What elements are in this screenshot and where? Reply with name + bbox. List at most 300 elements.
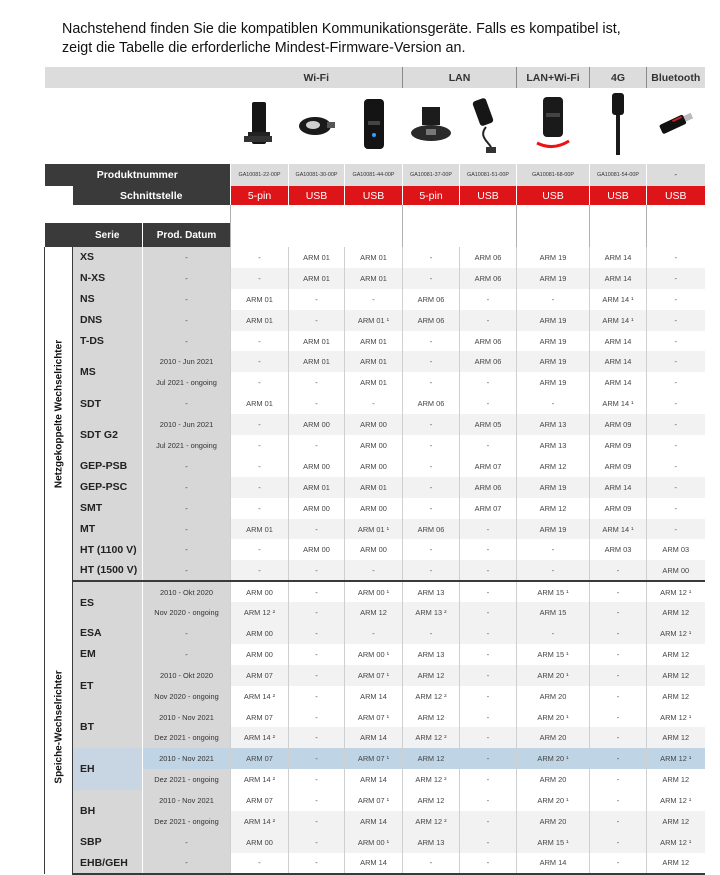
series-name: ET: [73, 665, 143, 707]
firmware-cell: ARM 19: [517, 519, 590, 540]
firmware-cell: -: [590, 707, 647, 728]
firmware-cell: -: [289, 623, 345, 644]
firmware-cell: ARM 20: [517, 727, 590, 748]
firmware-cell: -: [231, 331, 289, 352]
firmware-cell: ARM 13: [517, 435, 590, 456]
wifi-dongle-usb-icon: [295, 104, 339, 144]
interface-edge: [45, 186, 73, 205]
firmware-cell: ARM 14: [345, 686, 403, 707]
firmware-cell: ARM 12: [647, 811, 705, 832]
interface-value: USB: [345, 186, 403, 205]
firmware-cell: -: [289, 790, 345, 811]
firmware-cell: -: [590, 748, 647, 769]
firmware-cell: -: [289, 289, 345, 310]
firmware-cell: ARM 12 ¹: [647, 790, 705, 811]
firmware-cell: -: [289, 519, 345, 540]
firmware-cell: -: [231, 853, 289, 874]
firmware-cell: -: [289, 727, 345, 748]
firmware-cell: ARM 20 ¹: [517, 790, 590, 811]
prod-date: -: [143, 477, 231, 498]
firmware-cell: -: [647, 498, 705, 519]
firmware-cell: -: [289, 393, 345, 414]
firmware-cell: ARM 12 ¹: [647, 581, 705, 602]
series-header-edge: [45, 223, 73, 247]
firmware-cell: -: [590, 560, 647, 581]
firmware-cell: ARM 00: [231, 832, 289, 853]
firmware-cell: ARM 00: [647, 560, 705, 581]
firmware-cell: ARM 07: [231, 665, 289, 686]
interface-value: 5-pin: [231, 186, 289, 205]
firmware-cell: ARM 19: [517, 331, 590, 352]
grid-group-label-text: Netzgekoppelte Wechselrichter: [53, 340, 64, 489]
firmware-cell: -: [289, 853, 345, 874]
firmware-cell: -: [345, 560, 403, 581]
prod-date: -: [143, 331, 231, 352]
series-name: EHB/GEH: [73, 853, 143, 874]
prod-date: 2010 - Okt 2020: [143, 581, 231, 602]
firmware-cell: ARM 13: [517, 414, 590, 435]
firmware-cell: ARM 01: [289, 351, 345, 372]
series-name: MT: [73, 519, 143, 540]
header-gap: [231, 223, 403, 247]
prod-date: -: [143, 289, 231, 310]
lan-wifi-stick-icon: [531, 93, 575, 155]
firmware-cell: ARM 07: [231, 748, 289, 769]
firmware-cell: -: [403, 498, 460, 519]
series-name: EM: [73, 644, 143, 665]
firmware-cell: ARM 14: [590, 372, 647, 393]
firmware-cell: ARM 15 ¹: [517, 832, 590, 853]
product-number-label: Produktnummer: [45, 164, 231, 186]
firmware-cell: ARM 12: [403, 707, 460, 728]
firmware-cell: ARM 20 ¹: [517, 748, 590, 769]
firmware-cell: -: [403, 435, 460, 456]
interface-label: Schnittstelle: [73, 186, 231, 205]
firmware-cell: ARM 06: [403, 393, 460, 414]
firmware-cell: ARM 14: [590, 477, 647, 498]
bluetooth-usb-image: [647, 88, 705, 164]
series-name: MS: [73, 351, 143, 393]
firmware-cell: ARM 09: [590, 435, 647, 456]
firmware-cell: ARM 12 ¹: [647, 707, 705, 728]
group-header-bluetooth: Bluetooth: [647, 67, 705, 88]
firmware-cell: ARM 15 ¹: [517, 644, 590, 665]
firmware-cell: ARM 12 ²: [403, 727, 460, 748]
firmware-cell: ARM 19: [517, 372, 590, 393]
header-gap: [590, 223, 647, 247]
firmware-cell: ARM 09: [590, 456, 647, 477]
firmware-cell: ARM 01: [231, 289, 289, 310]
series-header: Serie: [73, 223, 143, 247]
prod-date: Dez 2021 - ongoing: [143, 769, 231, 790]
firmware-cell: ARM 13 ²: [403, 602, 460, 623]
firmware-cell: ARM 06: [460, 268, 517, 289]
firmware-cell: ARM 12: [647, 602, 705, 623]
firmware-cell: -: [460, 853, 517, 874]
g4-stick-image: [590, 88, 647, 164]
firmware-cell: -: [460, 790, 517, 811]
firmware-cell: -: [403, 414, 460, 435]
spacer-cell: [590, 205, 647, 223]
interface-value: USB: [460, 186, 517, 205]
firmware-cell: -: [460, 372, 517, 393]
product-number: GA10081-30-00P: [289, 164, 345, 186]
firmware-cell: ARM 00 ¹: [345, 581, 403, 602]
firmware-cell: -: [289, 748, 345, 769]
firmware-cell: -: [647, 519, 705, 540]
firmware-cell: -: [231, 539, 289, 560]
firmware-cell: ARM 15 ¹: [517, 581, 590, 602]
firmware-cell: ARM 01 ¹: [345, 519, 403, 540]
prod-date: Jul 2021 - ongoing: [143, 435, 231, 456]
firmware-cell: -: [289, 811, 345, 832]
series-name: ESA: [73, 623, 143, 644]
firmware-cell: ARM 06: [403, 519, 460, 540]
firmware-cell: ARM 07 ¹: [345, 707, 403, 728]
firmware-cell: -: [460, 602, 517, 623]
firmware-cell: ARM 12 ¹: [647, 832, 705, 853]
firmware-cell: -: [460, 435, 517, 456]
firmware-cell: -: [590, 832, 647, 853]
firmware-cell: -: [647, 435, 705, 456]
product-number: GA10081-54-00P: [590, 164, 647, 186]
firmware-cell: ARM 07 ¹: [345, 748, 403, 769]
interface-value: USB: [590, 186, 647, 205]
firmware-cell: -: [289, 644, 345, 665]
firmware-cell: ARM 06: [460, 351, 517, 372]
firmware-cell: -: [403, 623, 460, 644]
series-name: XS: [73, 247, 143, 268]
firmware-cell: ARM 14 ¹: [590, 393, 647, 414]
firmware-cell: ARM 07 ¹: [345, 665, 403, 686]
firmware-cell: ARM 00: [231, 623, 289, 644]
firmware-cell: ARM 12 ¹: [647, 623, 705, 644]
firmware-cell: -: [231, 456, 289, 477]
firmware-cell: ARM 01 ¹: [345, 310, 403, 331]
firmware-cell: -: [460, 665, 517, 686]
series-name: BT: [73, 707, 143, 749]
firmware-cell: -: [289, 832, 345, 853]
firmware-cell: ARM 12: [647, 727, 705, 748]
series-name: DNS: [73, 310, 143, 331]
firmware-cell: ARM 14: [345, 811, 403, 832]
firmware-cell: -: [231, 498, 289, 519]
firmware-cell: -: [460, 686, 517, 707]
firmware-cell: ARM 19: [517, 477, 590, 498]
product-number: GA10081-22-00P: [231, 164, 289, 186]
firmware-cell: ARM 14: [590, 268, 647, 289]
prod-date: -: [143, 539, 231, 560]
intro-line-1: Nachstehend finden Sie die kompatiblen Kommunikationsgeräte. Falls es kompatibel ist,: [62, 21, 621, 37]
image-row-blank: [45, 88, 231, 164]
firmware-cell: ARM 20 ¹: [517, 707, 590, 728]
prod-date: 2010 - Okt 2020: [143, 665, 231, 686]
firmware-cell: -: [460, 707, 517, 728]
firmware-cell: ARM 19: [517, 351, 590, 372]
firmware-cell: ARM 00: [345, 539, 403, 560]
firmware-cell: ARM 07: [231, 790, 289, 811]
firmware-cell: ARM 00: [289, 498, 345, 519]
firmware-cell: -: [647, 268, 705, 289]
firmware-cell: -: [590, 853, 647, 874]
firmware-cell: -: [403, 372, 460, 393]
product-number: GA10081-44-00P: [345, 164, 403, 186]
firmware-cell: ARM 12: [403, 748, 460, 769]
firmware-cell: -: [460, 811, 517, 832]
firmware-cell: -: [590, 727, 647, 748]
prod-date: -: [143, 456, 231, 477]
firmware-cell: ARM 12: [647, 853, 705, 874]
firmware-cell: ARM 14: [345, 769, 403, 790]
intro-text: [62, 20, 702, 58]
series-name: BH: [73, 790, 143, 832]
firmware-cell: -: [590, 769, 647, 790]
g4-stick-antenna-icon: [606, 91, 630, 157]
series-name: EH: [73, 748, 143, 790]
firmware-cell: ARM 00: [231, 581, 289, 602]
firmware-cell: -: [403, 247, 460, 268]
series-name: T-DS: [73, 331, 143, 352]
firmware-cell: -: [289, 602, 345, 623]
firmware-cell: -: [460, 539, 517, 560]
interface-value: USB: [647, 186, 705, 205]
series-name: GEP-PSC: [73, 477, 143, 498]
firmware-cell: ARM 00: [289, 414, 345, 435]
firmware-cell: ARM 14: [345, 853, 403, 874]
lan-dongle-5pin-icon: [408, 99, 454, 149]
storage-group-label-text: Speiche-Wechselrichter: [53, 670, 64, 785]
firmware-cell: -: [403, 853, 460, 874]
firmware-cell: -: [289, 707, 345, 728]
firmware-cell: -: [460, 519, 517, 540]
firmware-cell: ARM 13: [403, 832, 460, 853]
firmware-cell: -: [460, 748, 517, 769]
series-name: HT (1100 V): [73, 539, 143, 560]
firmware-cell: ARM 00: [289, 539, 345, 560]
firmware-cell: ARM 09: [590, 498, 647, 519]
spacer-cell: [231, 205, 403, 223]
firmware-cell: -: [289, 435, 345, 456]
firmware-cell: ARM 01: [345, 351, 403, 372]
firmware-cell: ARM 01: [345, 477, 403, 498]
prod-date: 2010 - Nov 2021: [143, 707, 231, 728]
firmware-cell: ARM 00: [345, 498, 403, 519]
firmware-cell: ARM 14: [345, 727, 403, 748]
interface-value: USB: [289, 186, 345, 205]
prod-date: -: [143, 268, 231, 289]
prod-date: -: [143, 832, 231, 853]
firmware-cell: -: [647, 331, 705, 352]
firmware-cell: ARM 07: [460, 456, 517, 477]
header-gap: [403, 223, 517, 247]
lan-wifi-stick-image: [517, 88, 590, 164]
prod-date: -: [143, 853, 231, 874]
firmware-cell: -: [231, 268, 289, 289]
firmware-cell: ARM 14: [517, 853, 590, 874]
spacer-cell: [647, 205, 705, 223]
prod-date: Dez 2021 - ongoing: [143, 811, 231, 832]
prod-date: -: [143, 519, 231, 540]
firmware-cell: ARM 19: [517, 268, 590, 289]
firmware-cell: ARM 01: [289, 331, 345, 352]
firmware-cell: ARM 14 ²: [231, 727, 289, 748]
grid-group-label: [45, 247, 73, 581]
wifi-dongle-usb-image: [289, 88, 345, 164]
firmware-cell: ARM 14 ¹: [590, 310, 647, 331]
prod-date: Nov 2020 - ongoing: [143, 686, 231, 707]
firmware-cell: -: [517, 393, 590, 414]
firmware-cell: -: [590, 811, 647, 832]
firmware-cell: -: [403, 539, 460, 560]
interface-value: 5-pin: [403, 186, 460, 205]
firmware-cell: ARM 20 ¹: [517, 665, 590, 686]
prod-date: -: [143, 560, 231, 581]
prod-date: -: [143, 644, 231, 665]
firmware-cell: ARM 20: [517, 686, 590, 707]
firmware-cell: ARM 06: [460, 247, 517, 268]
prod-date: 2010 - Jun 2021: [143, 414, 231, 435]
prod-date: -: [143, 310, 231, 331]
firmware-cell: ARM 15: [517, 602, 590, 623]
firmware-cell: ARM 01: [289, 268, 345, 289]
lan-cable-usb-icon: [468, 93, 508, 155]
spacer-cell: [45, 205, 231, 223]
firmware-cell: ARM 05: [460, 414, 517, 435]
prod-date: Jul 2021 - ongoing: [143, 372, 231, 393]
firmware-cell: -: [231, 414, 289, 435]
firmware-cell: ARM 12: [345, 602, 403, 623]
lan-cable-usb-image: [460, 88, 517, 164]
firmware-cell: ARM 07 ¹: [345, 790, 403, 811]
firmware-cell: ARM 14 ¹: [590, 519, 647, 540]
firmware-cell: -: [647, 456, 705, 477]
firmware-cell: -: [647, 414, 705, 435]
firmware-cell: ARM 01: [289, 477, 345, 498]
series-name: SDT: [73, 393, 143, 414]
firmware-cell: -: [289, 310, 345, 331]
prod-date: 2010 - Nov 2021: [143, 748, 231, 769]
group-header-4g: 4G: [590, 67, 647, 88]
firmware-cell: -: [231, 560, 289, 581]
header-gap: [647, 223, 705, 247]
intro-line-2: zeigt die Tabelle die erforderliche Mindest-Firmware-Version an.: [62, 40, 466, 56]
firmware-cell: ARM 07: [231, 707, 289, 728]
firmware-cell: -: [460, 832, 517, 853]
firmware-cell: -: [403, 477, 460, 498]
firmware-cell: -: [460, 560, 517, 581]
firmware-cell: ARM 14 ¹: [590, 289, 647, 310]
firmware-cell: ARM 06: [403, 310, 460, 331]
firmware-cell: -: [460, 769, 517, 790]
prod-date: 2010 - Jun 2021: [143, 351, 231, 372]
compatibility-table: [44, 67, 705, 875]
firmware-cell: -: [590, 581, 647, 602]
storage-group-label: [45, 581, 73, 873]
firmware-cell: ARM 20: [517, 769, 590, 790]
series-name: ES: [73, 581, 143, 623]
firmware-cell: -: [517, 560, 590, 581]
firmware-cell: -: [231, 435, 289, 456]
group-header-blank: [45, 67, 231, 88]
firmware-cell: -: [289, 581, 345, 602]
firmware-cell: ARM 01: [345, 331, 403, 352]
firmware-cell: ARM 00 ¹: [345, 644, 403, 665]
firmware-cell: -: [403, 268, 460, 289]
bluetooth-usb-icon: [654, 104, 698, 144]
firmware-cell: -: [647, 247, 705, 268]
firmware-cell: ARM 01: [231, 393, 289, 414]
firmware-cell: -: [289, 769, 345, 790]
prod-date: -: [143, 247, 231, 268]
firmware-cell: ARM 00: [345, 456, 403, 477]
firmware-cell: ARM 12: [647, 686, 705, 707]
product-number: GA10081-37-00P: [403, 164, 460, 186]
firmware-cell: ARM 12: [647, 769, 705, 790]
firmware-cell: -: [647, 310, 705, 331]
firmware-cell: -: [517, 539, 590, 560]
firmware-cell: -: [590, 686, 647, 707]
firmware-cell: ARM 00: [345, 435, 403, 456]
firmware-cell: ARM 12: [517, 498, 590, 519]
series-name: SMT: [73, 498, 143, 519]
firmware-cell: -: [289, 665, 345, 686]
firmware-cell: -: [231, 477, 289, 498]
firmware-cell: ARM 19: [517, 247, 590, 268]
firmware-cell: ARM 14 ²: [231, 686, 289, 707]
firmware-cell: -: [460, 623, 517, 644]
firmware-cell: -: [460, 727, 517, 748]
firmware-cell: ARM 03: [590, 539, 647, 560]
firmware-cell: -: [345, 393, 403, 414]
series-name: SDT G2: [73, 414, 143, 456]
firmware-cell: ARM 01: [231, 310, 289, 331]
firmware-cell: ARM 13: [403, 644, 460, 665]
product-number: GA10081-68-00P: [517, 164, 590, 186]
firmware-cell: -: [647, 393, 705, 414]
firmware-cell: ARM 14: [590, 331, 647, 352]
firmware-cell: -: [460, 393, 517, 414]
spacer-cell: [517, 205, 590, 223]
firmware-cell: ARM 12: [647, 644, 705, 665]
series-name: N-XS: [73, 268, 143, 289]
firmware-cell: -: [517, 289, 590, 310]
group-header-wifi: Wi-Fi: [231, 67, 403, 88]
prod-date: 2010 - Nov 2021: [143, 790, 231, 811]
prod-date: -: [143, 393, 231, 414]
firmware-cell: -: [647, 351, 705, 372]
prod-date: -: [143, 498, 231, 519]
firmware-cell: ARM 14 ²: [231, 811, 289, 832]
series-name: HT (1500 V): [73, 560, 143, 581]
firmware-cell: ARM 06: [460, 477, 517, 498]
firmware-cell: -: [647, 289, 705, 310]
firmware-cell: ARM 19: [517, 310, 590, 331]
firmware-cell: -: [460, 289, 517, 310]
wifi-dongle-5pin-image: [231, 88, 289, 164]
group-header-lan-wifi: LAN+Wi-Fi: [517, 67, 590, 88]
firmware-cell: ARM 01: [231, 519, 289, 540]
series-name: NS: [73, 289, 143, 310]
wifi-stick-usb-image: [345, 88, 403, 164]
firmware-cell: -: [345, 289, 403, 310]
product-number: -: [647, 164, 705, 186]
firmware-cell: -: [590, 665, 647, 686]
spacer-cell: [403, 205, 517, 223]
lan-dongle-5pin-image: [403, 88, 460, 164]
firmware-cell: -: [231, 351, 289, 372]
firmware-cell: ARM 01: [345, 247, 403, 268]
firmware-cell: ARM 12 ²: [403, 769, 460, 790]
